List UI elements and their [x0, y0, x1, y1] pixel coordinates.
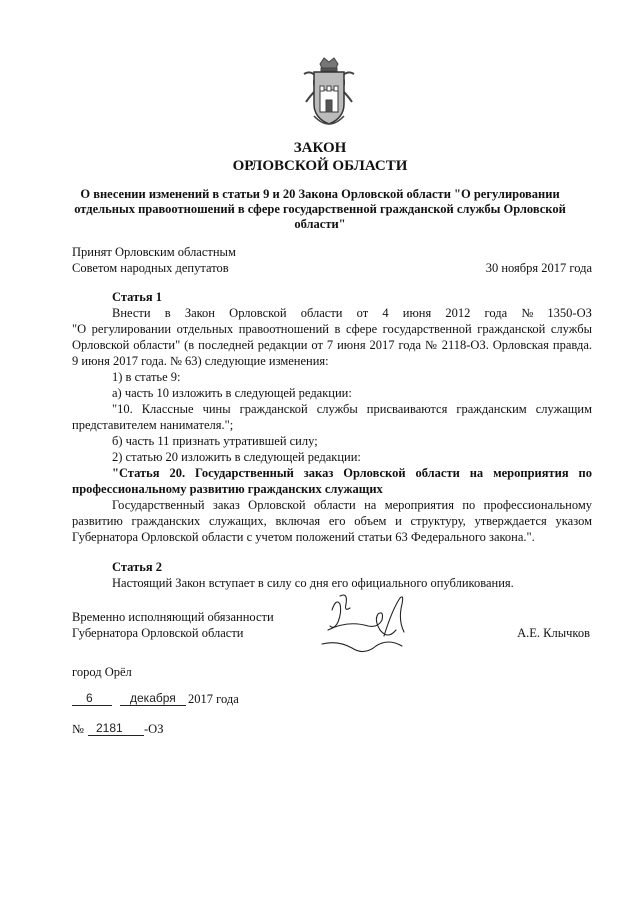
adopted-line-1: Принят Орловским областным	[72, 245, 236, 259]
article-1-line-3: Орловской области" (в последней редакции от 7 июня 2017 года № 2118-ОЗ. Орловская правда.	[72, 338, 592, 352]
adopted-date: 30 ноября 2017 года	[485, 261, 592, 275]
quote-1-line-2: представителем нанимателя.";	[72, 418, 234, 432]
date-line	[72, 691, 272, 707]
article-2-heading: Статья 2	[112, 560, 162, 574]
item-1b: б) часть 11 признать утратившей силу;	[112, 434, 318, 448]
quote-1-line-1: "10. Классные чины гражданской службы присваиваются гражданским служащим	[112, 402, 592, 416]
word: Внести	[112, 306, 151, 320]
day-handwritten: 6	[86, 691, 93, 705]
month-underline	[120, 705, 186, 706]
signer-position-line-2: Губернатора Орловской области	[72, 626, 244, 640]
year: 2017 года	[188, 692, 239, 706]
coat-of-arms-icon	[300, 56, 358, 132]
article-1-line-1	[112, 306, 592, 321]
item-2: 2) статью 20 изложить в следующей редакции:	[112, 450, 361, 464]
signer-name: А.Е. Клычков	[517, 626, 590, 640]
article-20-text-line-2: развитию гражданских служащих, включая его объем и структуру, утверждается указом	[72, 514, 592, 528]
handwritten-signature	[318, 590, 418, 662]
word: №	[521, 306, 534, 320]
word: от	[356, 306, 369, 320]
article-20-title-line-2: профессиональному развитию гражданских служащих	[72, 482, 383, 496]
month-handwritten: декабря	[130, 691, 176, 705]
word: 2012	[445, 306, 471, 320]
article-1-heading: Статья 1	[112, 290, 162, 304]
adopted-line-2: Советом народных депутатов	[72, 261, 229, 275]
law-number-handwritten: 2181	[96, 721, 123, 735]
word: Закон	[184, 306, 216, 320]
article-1-line-2: "О регулировании отдельных правоотношений в сфере государственной гражданской службы	[72, 322, 592, 336]
word: 1350-ОЗ	[547, 306, 592, 320]
article-20-text-line-3: Губернатора Орловской области с учетом положений статьи 63 Федерального закона.".	[72, 530, 535, 544]
item-1: 1) в статье 9:	[112, 370, 181, 384]
city: город Орёл	[72, 665, 132, 679]
number-underline	[88, 735, 144, 736]
signer-position-line-1: Временно исполняющий обязанности	[72, 610, 274, 624]
item-1a: а) часть 10 изложить в следующей редакции:	[112, 386, 352, 400]
article-1-line-4: 9 июня 2017 года. № 63) следующие изменения:	[72, 354, 329, 368]
word: Орловской	[229, 306, 287, 320]
region-title: ОРЛОВСКОЙ ОБЛАСТИ	[232, 158, 408, 174]
number-line	[72, 721, 272, 737]
word: области	[300, 306, 343, 320]
number-sign: №	[72, 722, 84, 736]
law-subject	[0, 187, 640, 232]
law-subject-line: отдельных правоотношений в сфере государственной гражданской службы Орловской	[74, 202, 566, 216]
law-subject-line: области"	[294, 217, 346, 231]
article-20-text-line-1: Государственный заказ Орловской области на мероприятия по профессиональному	[112, 498, 592, 512]
word: июня	[402, 306, 432, 320]
word: в	[164, 306, 171, 320]
number-suffix: -ОЗ	[144, 722, 164, 736]
word: 4	[382, 306, 389, 320]
law-subject-line: О внесении изменений в статьи 9 и 20 Закона Орловской области "О регулировании	[80, 187, 560, 201]
law-title: ЗАКОН	[293, 140, 347, 156]
article-2-text: Настоящий Закон вступает в силу со дня его официального опубликования.	[112, 576, 514, 590]
word: года	[484, 306, 508, 320]
article-20-title-line-1: "Статья 20. Государственный заказ Орловской области на мероприятия по	[112, 466, 592, 480]
day-underline	[72, 705, 112, 706]
